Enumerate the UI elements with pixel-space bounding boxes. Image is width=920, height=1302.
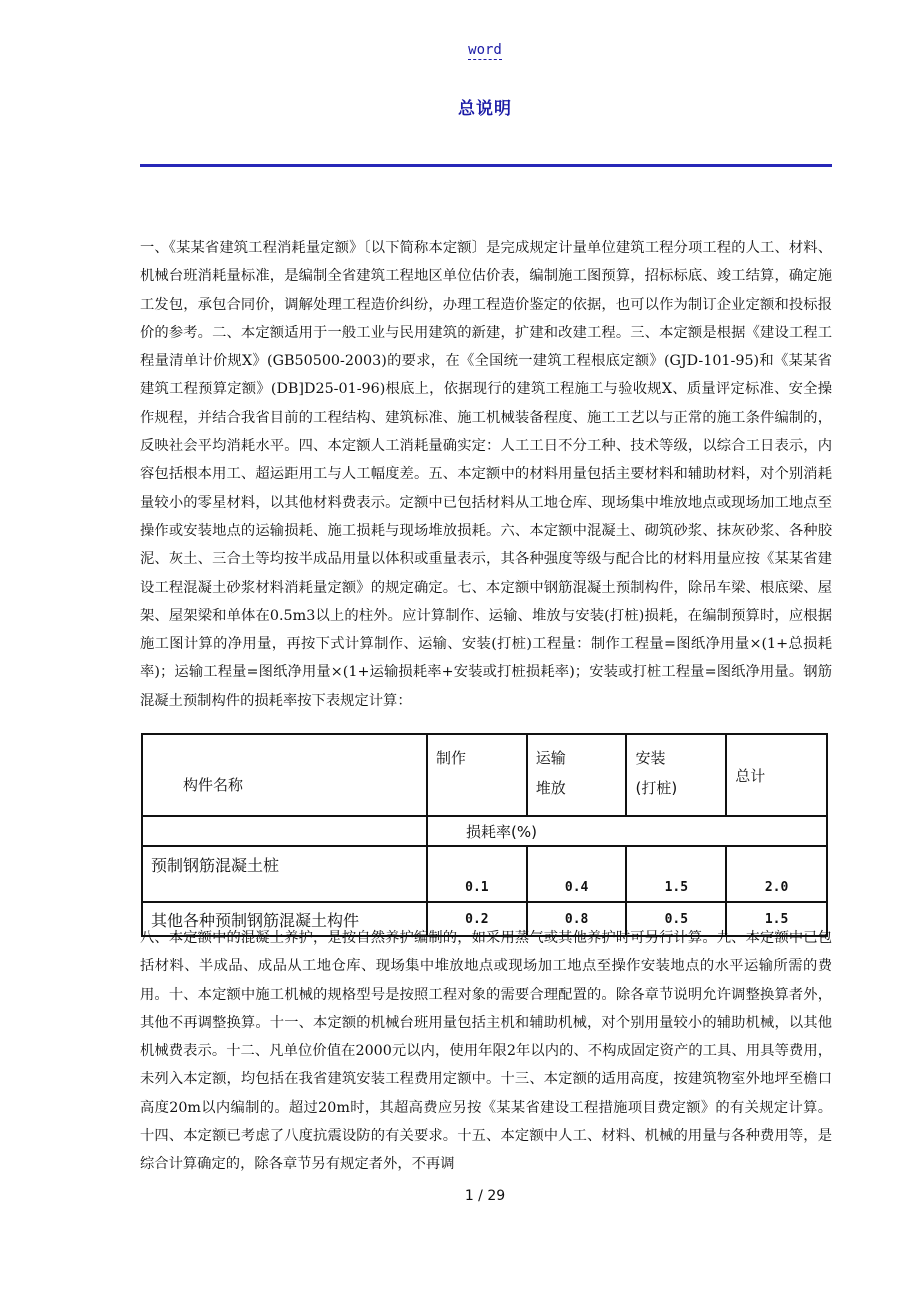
row-name: 预制钢筋混凝土桩 bbox=[142, 846, 427, 902]
cell-transport: 0.8 bbox=[527, 902, 627, 936]
col-header-make: 制作 bbox=[427, 734, 527, 816]
cell-total: 2.0 bbox=[726, 846, 827, 902]
row-name: 其他各种预制钢筋混凝土构件 bbox=[142, 902, 427, 936]
paragraph-intro: 一、《某某省建筑工程消耗量定额》〔以下简称本定额〕是完成规定计量单位建筑工程分项工程的人工、材料、机械台班消耗量标准，是编制全省建筑工程地区单位估价表，编制施工图预算，招标标底、竣工结算，确定施工发包，承包合同价，调解处理工程造价纠纷，办理工程造价鉴定的依据，也可以作为制订企业定额和投标报价的参考。二、本定额适用于一般工业与民用建筑的新建，扩建和改建工程。三、本定额是根据《建设工程工程量清单计价规X》(GB50500-2003)的要求，在《全国统一建筑工程根底定额》(GJD-101-95)和《某某省建筑工程预算定额》(DB]D25-01-96)根底上，依据现行的建筑工程施工与验收规X、质量评定标准、安全操作规程，并结合我省目前的工程结构、建筑标准、施工机械装备程度、施工工艺以与正常的施工条件编制的，反映社会平均消耗水平。四、本定额人工消耗量确实定：人工工日不分工种、技术等级，以综合工日表示，内容包括根本用工、超运距用工与人工幅度差。五、本定额中的材料用量包括主要材料和辅助材料，对个别消耗量较小的零星材料，以其他材料费表示。定额中已包括材料从工地仓库、现场集中堆放地点或现场加工地点至操作或安装地点的运输损耗、施工损耗与现场堆放损耗。六、本定额中混凝土、砌筑砂浆、抹灰砂浆、各种胶泥、灰土、三合土等均按半成品用量以体积或重量表示，其各种强度等级与配合比的材料用量应按《某某省建设工程混凝土砂浆材料消耗量定额》的规定确定。七、本定额中钢筋混凝土预制构件，除吊车梁、根底梁、屋架、屋架梁和单体在0.5m3以上的柱外。应计算制作、运输、堆放与安装(打桩)损耗，在编制预算时，应根据施工图计算的净用量，再按下式计算制作、运输、安装(打桩)工程量：制作工程量=图纸净用量×(1+总损耗率)；运输工程量=图纸净用量×(1+运输损耗率+安装或打桩损耗率)；安装或打桩工程量=图纸净用量。钢筋混凝土预制构件的损耗率按下表规定计算： bbox=[140, 240, 832, 709]
header-word-link[interactable]: word bbox=[468, 42, 502, 58]
col-header-total: 总计 bbox=[726, 734, 827, 816]
cell-install: 0.5 bbox=[626, 902, 726, 936]
cell-make: 0.2 bbox=[427, 902, 527, 936]
cell-transport: 0.4 bbox=[527, 846, 627, 902]
cell-install: 1.5 bbox=[626, 846, 726, 902]
paragraph-continued: 八、本定额中的混凝土养护，是按自然养护编制的，如采用蒸气或其他养护时可另行计算。九、本定额中已包括材料、半成品、成品从工地仓库、现场集中堆放地点或现场加工地点至操作安装地点的水平运输所需的费用。十、本定额中施工机械的规格型号是按照工程对象的需要合理配置的。除各章节说明允许调整换算者外，其他不再调整换算。十一、本定额的机械台班用量包括主机和辅助机械，对个别用量较小的辅助机械，以其他机械费表示。十二、凡单位价值在2000元以内，使用年限2年以内的、不构成固定资产的工具、用具等费用，未列入本定额，均包括在我省建筑安装工程费用定额中。十三、本定额的适用高度，按建筑物室外地坪至檐口高度20m以内编制的。超过20m时，其超高费应另按《某某省建设工程措施项目费定额》的有关规定计算。十四、本定额已考虑了八度抗震设防的有关要求。十五、本定额中人工、材料、机械的用量与各种费用等，是综合计算确定的，除各章节另有规定者外，不再调 bbox=[140, 930, 832, 1173]
unit-row-blank bbox=[142, 816, 427, 846]
page-indicator: 1 / 29 bbox=[464, 1188, 506, 1204]
col-header-transport-line1: 运输 bbox=[535, 749, 566, 767]
col-header-transport-line2: 堆放 bbox=[535, 779, 566, 797]
col-header-transport bbox=[527, 734, 627, 816]
col-header-install-line2: (打桩) bbox=[635, 779, 678, 797]
page-title: 总说明 bbox=[458, 99, 512, 119]
unit-label: 损耗率(%) bbox=[427, 816, 827, 846]
title-divider bbox=[140, 164, 832, 167]
loss-rate-table bbox=[141, 733, 828, 937]
table-unit-row bbox=[142, 816, 827, 846]
col-header-install bbox=[626, 734, 726, 816]
table-row bbox=[142, 846, 827, 902]
col-header-install-line1: 安装 bbox=[635, 749, 666, 767]
cell-total: 1.5 bbox=[726, 902, 827, 936]
col-header-component-name: 构件名称 bbox=[142, 734, 427, 816]
cell-make: 0.1 bbox=[427, 846, 527, 902]
